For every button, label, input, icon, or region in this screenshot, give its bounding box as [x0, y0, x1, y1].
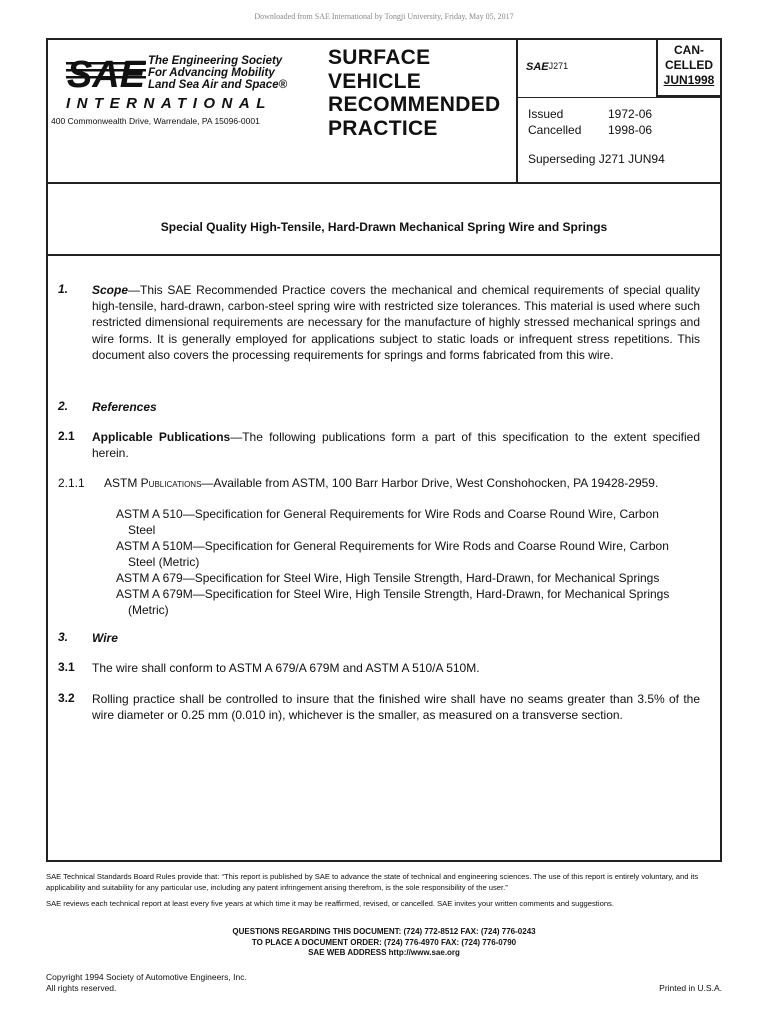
- section-number: 2.: [58, 399, 69, 413]
- section-heading: ASTM Publications: [104, 476, 202, 490]
- section-text: —This SAE Recommended Practice covers the mechanical and chemical requirements of special quality high-tensile, hard-drawn, carbon-steel spring wire with restricted size tolerances. This material is used where such restricted dimensional requirements are necessary for the manufacture of highly stressed mechanical springs and wire forms. It is generally employed for applications subject to static loads or infrequent stress repetitions. This document also covers the processing requirements for springs and forms fabricated from this wire.: [92, 283, 700, 362]
- section-heading: References: [92, 400, 157, 414]
- document-type-line: RECOMMENDED: [328, 93, 501, 116]
- tagline-line: For Advancing Mobility: [148, 67, 275, 79]
- document-title: Special Quality High-Tensile, Hard-Drawn Mechanical Spring Wire and Springs: [160, 220, 608, 234]
- cancelled-status-badge: [656, 40, 720, 97]
- document-number-value: J271: [548, 61, 569, 71]
- issued-label: Issued: [528, 107, 564, 121]
- section-heading: Wire: [92, 631, 118, 645]
- superseding-note: Superseding J271 JUN94: [528, 152, 665, 166]
- tagline-line: Land Sea Air and Space®: [148, 79, 288, 91]
- reference-item: [116, 506, 706, 538]
- section-text: Rolling practice shall be controlled to insure that the finished wire shall have no seams greater than 3.5% of the wire diameter or 0.25 mm (0.010 in), whichever is the smaller, as measured on a transverse section.: [92, 692, 700, 723]
- society-tagline: [148, 55, 287, 91]
- section-number: 3.1: [58, 660, 75, 674]
- document-type: [328, 46, 500, 140]
- sae-logo-text: SAE: [66, 54, 146, 96]
- section-number: 2.1: [58, 429, 75, 443]
- standards-board-notice: [46, 872, 722, 910]
- section-number: 3.: [58, 630, 69, 644]
- order-line: TO PLACE A DOCUMENT ORDER: (724) 776-4970 FAX: (724) 776-0790: [251, 937, 517, 947]
- section-text: —The following publications form a part of this specification to the extent specified herein.: [92, 430, 701, 461]
- international-wordmark: INTERNATIONAL: [66, 95, 272, 112]
- document-type-line: SURFACE: [328, 46, 431, 69]
- cancelled-value: 1998-06: [608, 123, 653, 137]
- society-address: 400 Commonwealth Drive, Warrendale, PA 15096-0001: [51, 116, 260, 126]
- sae-logo-icon: [66, 52, 146, 96]
- section-number: 3.2: [58, 691, 75, 705]
- section-text: The wire shall conform to ASTM A 679/A 679M and ASTM A 510/A 510M.: [92, 661, 480, 675]
- reference-title-cont: (Metric): [128, 603, 169, 617]
- divider: [518, 97, 720, 98]
- web-address-line: SAE WEB ADDRESS http://www.sae.org: [308, 948, 460, 957]
- issue-dates: [528, 106, 652, 138]
- cancelled-label: Cancelled: [528, 123, 582, 137]
- status-line: JUN1998: [663, 73, 715, 87]
- issued-row: [528, 106, 652, 122]
- tagline-line: The Engineering Society: [148, 55, 283, 67]
- reference-title-cont: Steel: [128, 523, 156, 537]
- issued-value: 1972-06: [608, 107, 653, 121]
- review-policy-text: SAE reviews each technical report at least every five years at which time it may be reaffirmed, revised, or cancelled. SAE invites your written comments and suggestions.: [46, 899, 614, 908]
- reference-title: ASTM A 679M—Specification for Steel Wire, High Tensile Strength, Hard-Drawn, for Mechanical Springs: [116, 587, 670, 601]
- status-line: CAN-: [674, 43, 704, 57]
- reference-title-cont: Steel (Metric): [128, 555, 200, 569]
- astm-publications-paragraph: [104, 475, 704, 491]
- questions-line: QUESTIONS REGARDING THIS DOCUMENT: (724) 772-8512 FAX: (724) 776-0243: [232, 927, 536, 936]
- sae-small-logo: SAE: [526, 61, 549, 73]
- document-number: [526, 61, 569, 73]
- document-type-line: PRACTICE: [328, 116, 438, 140]
- document-frame: [46, 38, 722, 862]
- download-watermark: Downloaded from SAE International by Tongji University, Friday, May 05, 2017: [254, 12, 514, 21]
- scope-paragraph: [92, 282, 700, 363]
- document-info-block: [518, 40, 720, 182]
- rights-line: All rights reserved.: [46, 983, 117, 993]
- document-type-line: VEHICLE: [328, 69, 422, 93]
- section-heading: Scope: [92, 283, 129, 297]
- reference-title: ASTM A 510—Specification for General Requirements for Wire Rods and Coarse Round Wire, Carbon: [116, 507, 659, 521]
- publisher-block: [48, 40, 316, 182]
- reference-item: [116, 538, 706, 570]
- status-line: CELLED: [665, 58, 713, 72]
- section-number: 1.: [58, 282, 69, 296]
- printed-in-notice: Printed in U.S.A.: [659, 983, 722, 993]
- section-heading: Applicable Publications: [92, 430, 231, 444]
- board-rules-text: SAE Technical Standards Board Rules provide that: “This report is published by SAE to advance the state of technical and engineering sciences. The use of this report is entirely voluntary, and its applicability and suitability for any particular use, including any patent infringement arising therefrom, is the sole responsibility of the user.”: [46, 872, 699, 892]
- section-text: —Available from ASTM, 100 Barr Harbor Drive, West Conshohocken, PA 19428-2959.: [201, 476, 659, 490]
- contact-info: [0, 927, 768, 959]
- section-number: 2.1.1: [58, 476, 85, 490]
- reference-title: ASTM A 510M—Specification for General Requirements for Wire Rods and Coarse Round Wire, Carbon: [116, 539, 669, 553]
- copyright-notice: [46, 972, 247, 994]
- reference-title: ASTM A 679—Specification for Steel Wire, High Tensile Strength, Hard-Drawn, for Mechanical Springs: [116, 571, 660, 585]
- copyright-line: Copyright 1994 Society of Automotive Engineers, Inc.: [46, 972, 247, 982]
- reference-item: [116, 586, 706, 618]
- reference-item: [116, 570, 706, 586]
- title-block: [48, 182, 720, 256]
- applicable-publications-paragraph: [92, 429, 700, 461]
- document-header: [48, 40, 720, 184]
- cancelled-row: [528, 122, 652, 138]
- document-type-block: [316, 40, 518, 182]
